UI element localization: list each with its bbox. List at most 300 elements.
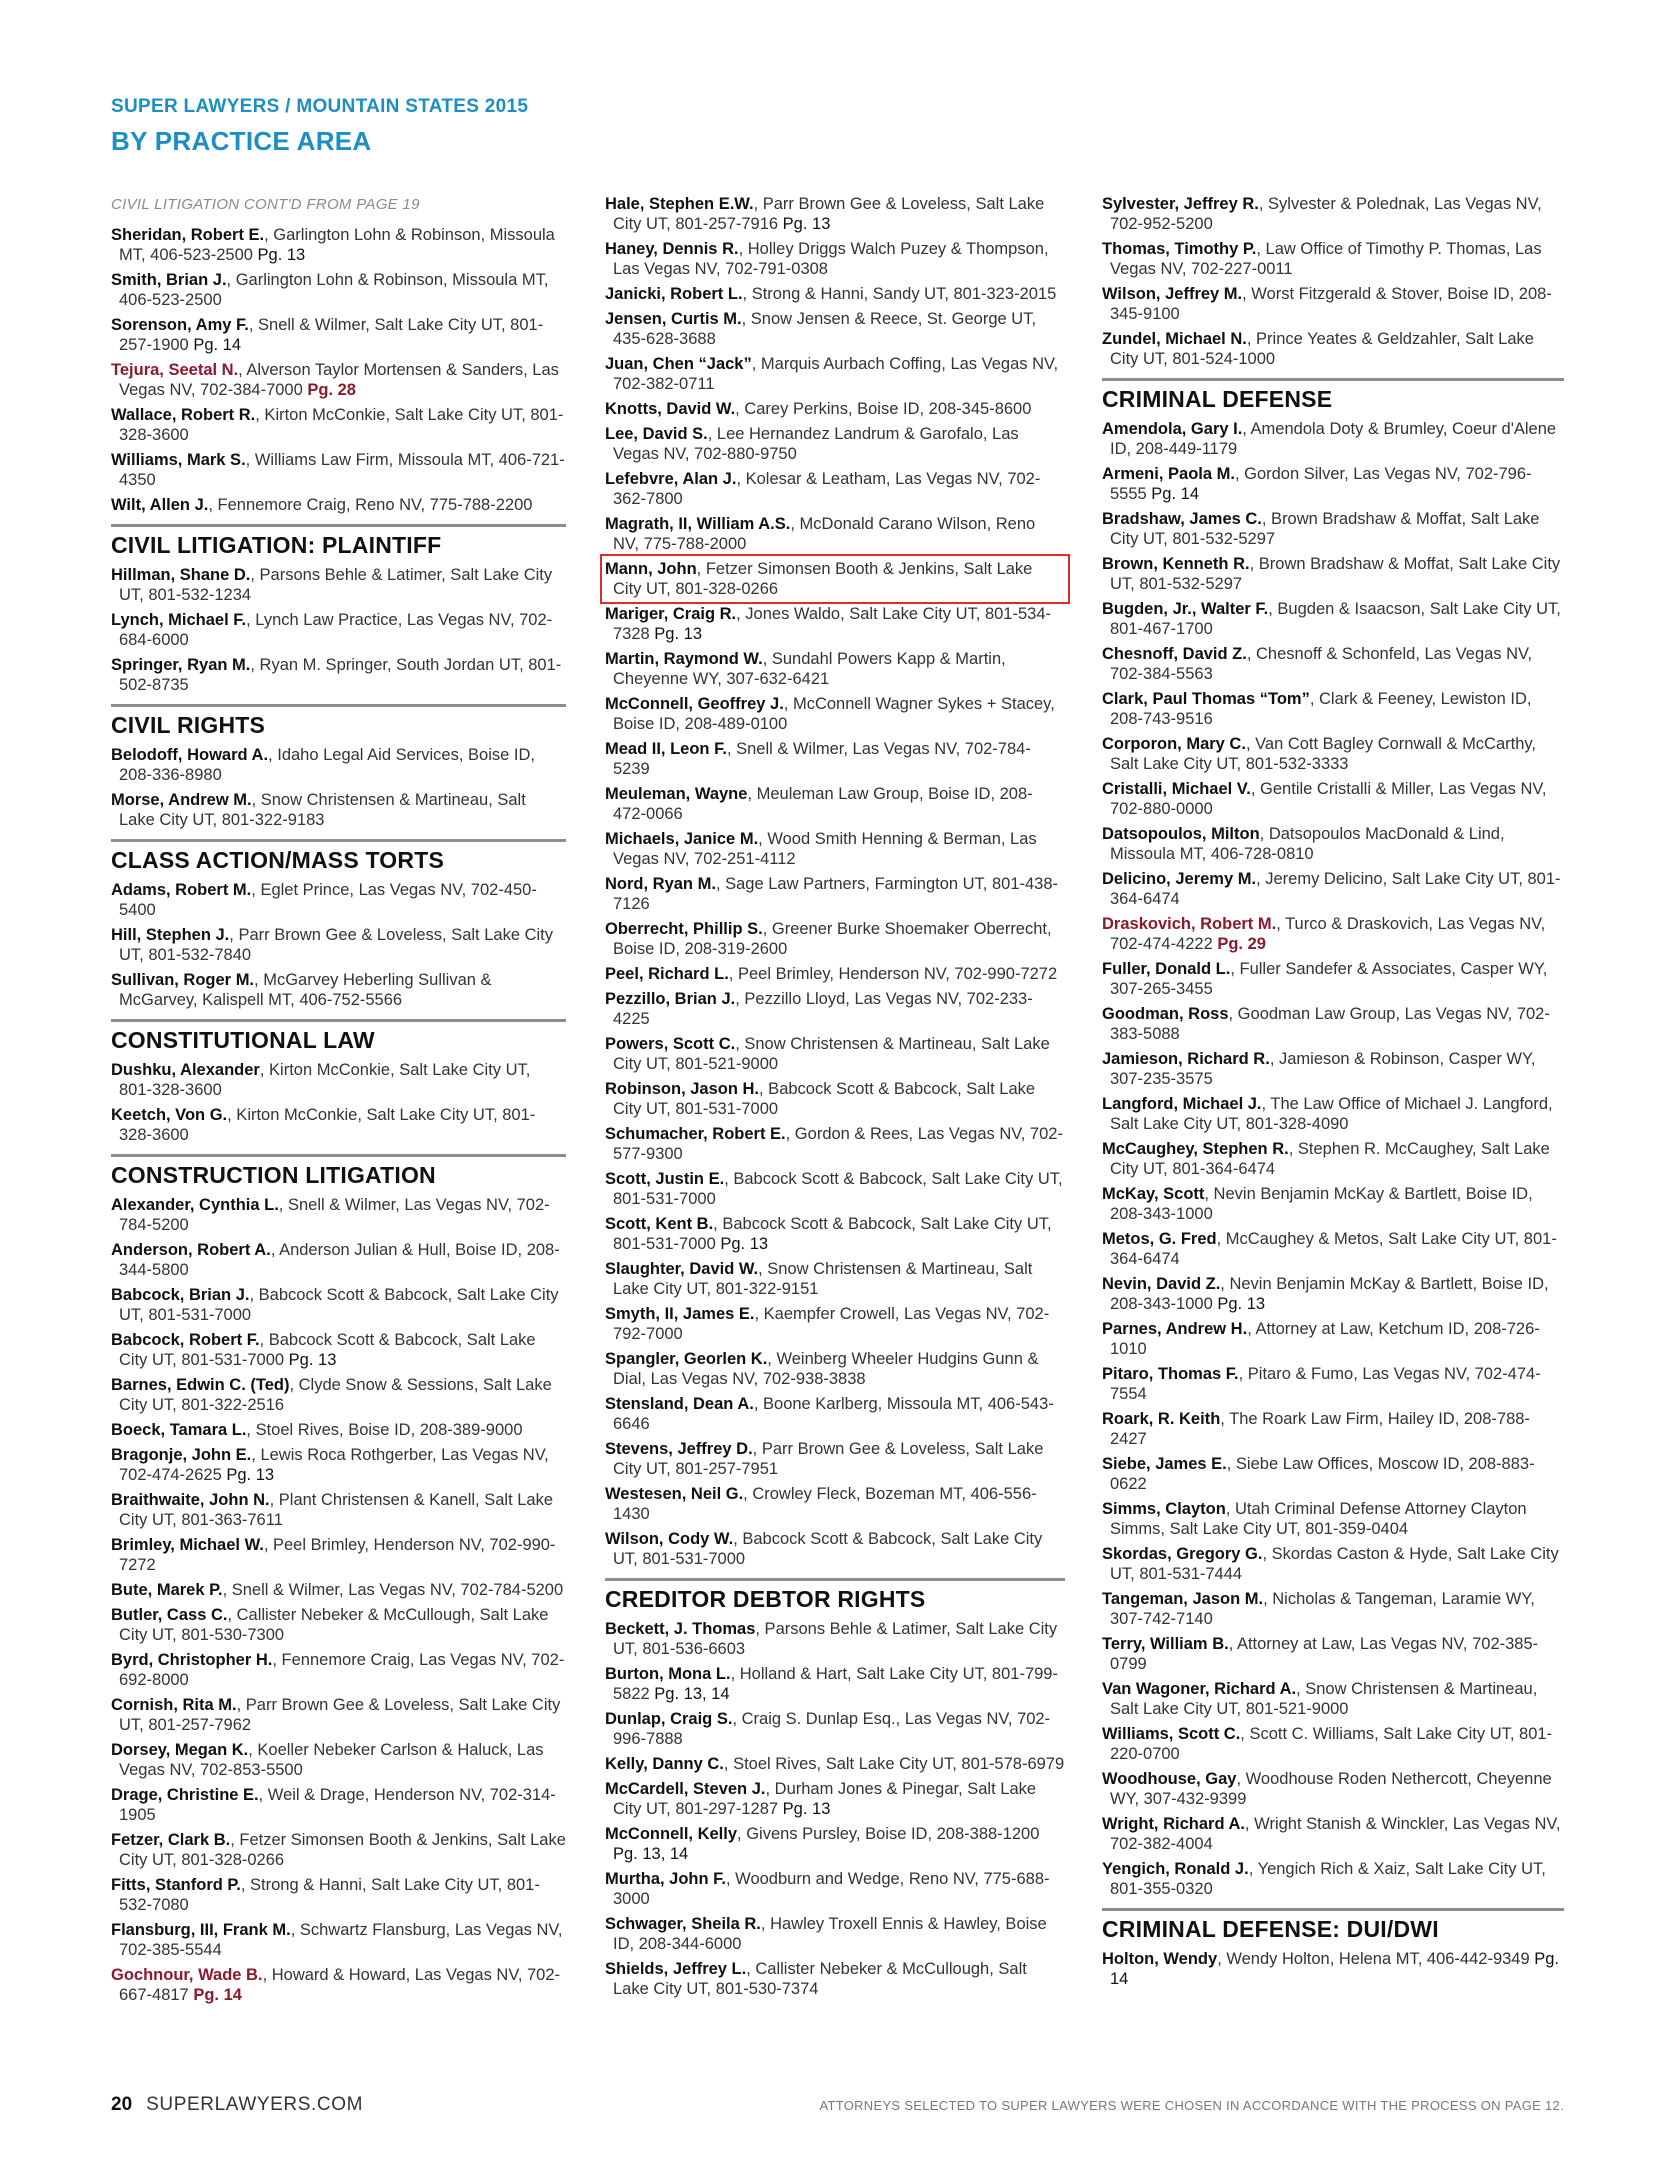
lawyer-name: Butler, Cass C. xyxy=(111,1606,228,1624)
lawyer-details: , Babcock Scott & Babcock, Salt Lake City UT, 801-531-7000 xyxy=(613,1530,1043,1568)
lawyer-details: , Snell & Wilmer, Salt Lake City UT, 801-257-1900 xyxy=(119,316,544,354)
lawyer-name: Bute, Marek P. xyxy=(111,1581,223,1599)
lawyer-details: , Stoel Rives, Salt Lake City UT, 801-578-6979 xyxy=(723,1755,1065,1773)
lawyer-entry xyxy=(605,194,1065,234)
lawyer-name: Sylvester, Jeffrey R. xyxy=(1102,195,1259,213)
lawyer-entry xyxy=(111,1330,566,1370)
lawyer-name: Spangler, Georlen K. xyxy=(605,1350,768,1368)
lawyer-name: Thomas, Timothy P. xyxy=(1102,240,1257,258)
lawyer-name: Jensen, Curtis M. xyxy=(605,310,742,328)
lawyer-details: , Snell & Wilmer, Las Vegas NV, 702-784-5239 xyxy=(613,740,1031,778)
lawyer-details: , Prince Yeates & Geldzahler, Salt Lake City UT, 801-524-1000 xyxy=(1110,330,1534,368)
lawyer-details: , Strong & Hanni, Sandy UT, 801-323-2015 xyxy=(742,285,1057,303)
lawyer-details: , Snow Christensen & Martineau, Salt Lake City UT, 801-322-9151 xyxy=(613,1260,1033,1298)
lawyer-name: Nevin, David Z. xyxy=(1102,1275,1221,1293)
lawyer-name: Powers, Scott C. xyxy=(605,1035,736,1053)
lawyer-details: , Worst Fitzgerald & Stover, Boise ID, 208-345-9100 xyxy=(1110,285,1552,323)
lawyer-name: Siebe, James E. xyxy=(1102,1455,1227,1473)
lawyer-details: , Holley Driggs Walch Puzey & Thompson, Las Vegas NV, 702-791-0308 xyxy=(613,240,1049,278)
lawyer-name: McConnell, Kelly xyxy=(605,1825,738,1843)
lawyer-entry xyxy=(111,1060,566,1100)
lawyer-entry xyxy=(1102,1769,1564,1809)
lawyer-name: Robinson, Jason H. xyxy=(605,1080,760,1098)
lawyer-entry xyxy=(111,1490,566,1530)
page-reference[interactable]: Pg. 13 xyxy=(284,1351,337,1369)
lawyer-details: , Gordon Silver, Las Vegas NV, 702-796-5555 xyxy=(1110,465,1532,503)
lawyer-name: Janicki, Robert L. xyxy=(605,285,743,303)
lawyer-name: Amendola, Gary I. xyxy=(1102,420,1243,438)
lawyer-entry xyxy=(605,1304,1065,1344)
lawyer-entry xyxy=(1102,644,1564,684)
lawyer-details: , Craig S. Dunlap Esq., Las Vegas NV, 702-996-7888 xyxy=(613,1710,1051,1748)
lawyer-entry xyxy=(605,399,1065,419)
lawyer-entry xyxy=(111,315,566,355)
lawyer-entry xyxy=(1102,959,1564,999)
lawyer-name: Stevens, Jeffrey D. xyxy=(605,1440,753,1458)
page-number: 20 xyxy=(111,2094,133,2115)
lawyer-entry xyxy=(111,1830,566,1870)
lawyer-entry xyxy=(605,284,1065,304)
lawyer-entry xyxy=(111,1695,566,1735)
lawyer-details: , Sylvester & Polednak, Las Vegas NV, 702-952-5200 xyxy=(1110,195,1542,233)
lawyer-details: , Snow Christensen & Martineau, Salt Lake City UT, 801-521-9000 xyxy=(1110,1680,1538,1718)
lawyer-details: , Kirton McConkie, Salt Lake City UT, 801-328-3600 xyxy=(119,406,564,444)
lawyer-entry xyxy=(111,450,566,490)
lawyer-entry xyxy=(605,1709,1065,1749)
lawyer-entry xyxy=(111,1965,566,2005)
lawyer-name: Fitts, Stanford P. xyxy=(111,1876,241,1894)
lawyer-entry xyxy=(111,270,566,310)
lawyer-entry xyxy=(111,1785,566,1825)
lawyer-name: Murtha, John F. xyxy=(605,1870,726,1888)
lawyer-entry xyxy=(605,1779,1065,1819)
lawyer-name: Dorsey, Megan K. xyxy=(111,1741,249,1759)
lawyer-details: , Ryan M. Springer, South Jordan UT, 801-502-8735 xyxy=(119,656,562,694)
lawyer-name: Terry, William B. xyxy=(1102,1635,1229,1653)
lawyer-name: McCardell, Steven J. xyxy=(605,1780,766,1798)
lawyer-entry xyxy=(1102,599,1564,639)
lawyer-name: Stensland, Dean A. xyxy=(605,1395,754,1413)
lawyer-entry xyxy=(1102,1319,1564,1359)
lawyer-entry xyxy=(605,514,1065,554)
lawyer-details: , Meuleman Law Group, Boise ID, 208-472-0066 xyxy=(613,785,1033,823)
lawyer-entry xyxy=(1102,734,1564,774)
lawyer-entry xyxy=(605,469,1065,509)
lawyer-details: , Nevin Benjamin McKay & Bartlett, Boise ID, 208-343-1000 xyxy=(1110,1185,1533,1223)
lawyer-name: Shields, Jeffrey L. xyxy=(605,1960,747,1978)
lawyer-details: , Garlington Lohn & Robinson, Missoula MT, 406-523-2500 xyxy=(119,271,549,309)
lawyer-entry xyxy=(111,495,566,515)
lawyer-details: , Attorney at Law, Las Vegas NV, 702-385-0799 xyxy=(1110,1635,1539,1673)
lawyer-name: Magrath, II, William A.S. xyxy=(605,515,791,533)
lawyer-name: Williams, Scott C. xyxy=(1102,1725,1241,1743)
lawyer-entry xyxy=(605,1484,1065,1524)
lawyer-details: , Weinberg Wheeler Hudgins Gunn & Dial, Las Vegas NV, 702-938-3838 xyxy=(613,1350,1039,1388)
lawyer-details: , Skordas Caston & Hyde, Salt Lake City UT, 801-531-7444 xyxy=(1110,1545,1559,1583)
lawyer-name: Alexander, Cynthia L. xyxy=(111,1196,279,1214)
lawyer-details: , Garlington Lohn & Robinson, Missoula MT, 406-523-2500 xyxy=(119,226,555,264)
lawyer-entry xyxy=(111,1375,566,1415)
page-reference[interactable]: Pg. 13, 14 xyxy=(649,1685,730,1703)
lawyer-name: Delicino, Jeremy M. xyxy=(1102,870,1257,888)
lawyer-details: , Snow Christensen & Martineau, Salt Lake City UT, 801-521-9000 xyxy=(613,1035,1050,1073)
lawyer-details: , Woodburn and Wedge, Reno NV, 775-688-3000 xyxy=(613,1870,1050,1908)
lawyer-details: , McCaughey & Metos, Salt Lake City UT, 801-364-6474 xyxy=(1110,1230,1557,1268)
lawyer-details: , Datsopoulos MacDonald & Lind, Missoula MT, 406-728-0810 xyxy=(1110,825,1505,863)
lawyer-details: , Anderson Julian & Hull, Boise ID, 208-344-5800 xyxy=(119,1241,560,1279)
lawyer-details: , Goodman Law Group, Las Vegas NV, 702-383-5088 xyxy=(1110,1005,1550,1043)
lawyer-entry xyxy=(111,1105,566,1145)
lawyer-details: , Babcock Scott & Babcock, Salt Lake City UT, 801-531-7000 xyxy=(613,1215,1052,1253)
lawyer-details: , Gentile Cristalli & Miller, Las Vegas NV, 702-880-0000 xyxy=(1110,780,1547,818)
lawyer-details: , Scott C. Williams, Salt Lake City UT, 801-220-0700 xyxy=(1110,1725,1553,1763)
lawyer-details: , Clark & Feeney, Lewiston ID, 208-743-9516 xyxy=(1110,690,1532,728)
lawyer-details: , Holland & Hart, Salt Lake City UT, 801-799-5822 xyxy=(613,1665,1058,1703)
lawyer-details: , Babcock Scott & Babcock, Salt Lake City UT, 801-531-7000 xyxy=(119,1286,559,1324)
lawyer-details: , Eglet Prince, Las Vegas NV, 702-450-5400 xyxy=(119,881,537,919)
lawyer-name: Skordas, Gregory G. xyxy=(1102,1545,1263,1563)
lawyer-details: , Williams Law Firm, Missoula MT, 406-721-4350 xyxy=(119,451,565,489)
lawyer-name: Fuller, Donald L. xyxy=(1102,960,1231,978)
lawyer-details: , Clyde Snow & Sessions, Salt Lake City UT, 801-322-2516 xyxy=(119,1376,552,1414)
lawyer-name: Boeck, Tamara L. xyxy=(111,1421,247,1439)
lawyer-name: Yengich, Ronald J. xyxy=(1102,1860,1249,1878)
lawyer-name: Zundel, Michael N. xyxy=(1102,330,1247,348)
section-heading: CIVIL LITIGATION: PLAINTIFF xyxy=(111,524,566,559)
lawyer-entry xyxy=(111,1445,566,1485)
lawyer-details: , Pezzillo Lloyd, Las Vegas NV, 702-233-4225 xyxy=(613,990,1033,1028)
lawyer-name: Clark, Paul Thomas “Tom” xyxy=(1102,690,1310,708)
lawyer-entry xyxy=(605,1259,1065,1299)
lawyer-details: , Fennemore Craig, Las Vegas NV, 702-692-8000 xyxy=(119,1651,565,1689)
lawyer-name: Metos, G. Fred xyxy=(1102,1230,1217,1248)
page-reference[interactable]: Pg. 13 xyxy=(778,215,831,233)
lawyer-details: , Koeller Nebeker Carlson & Haluck, Las Vegas NV, 702-853-5500 xyxy=(119,1741,544,1779)
lawyer-name: Sullivan, Roger M. xyxy=(111,971,255,989)
lawyer-entry xyxy=(1102,419,1564,459)
lawyer-entry xyxy=(1102,1949,1564,1989)
column-1 xyxy=(111,194,566,2010)
lawyer-name: Gochnour, Wade B. xyxy=(111,1966,263,1984)
lawyer-name: Holton, Wendy xyxy=(1102,1950,1218,1968)
lawyer-name: Hill, Stephen J. xyxy=(111,926,230,944)
footer-disclaimer: ATTORNEYS SELECTED TO SUPER LAWYERS WERE CHOSEN IN ACCORDANCE WITH THE PROCESS ON PAGE 12. xyxy=(819,2098,1564,2113)
lawyer-details: , Woodhouse Roden Nethercott, Cheyenne WY, 307-432-9399 xyxy=(1110,1770,1552,1808)
lawyer-name: Lee, David S. xyxy=(605,425,708,443)
lawyer-details: , Peel Brimley, Henderson NV, 702-990-7272 xyxy=(728,965,1058,983)
publication-kicker: SUPER LAWYERS / MOUNTAIN STATES 2015 xyxy=(111,96,529,117)
lawyer-details: , Snow Christensen & Martineau, Salt Lake City UT, 801-322-9183 xyxy=(119,791,526,829)
page-reference[interactable]: Pg. 29 xyxy=(1212,935,1266,953)
lawyer-entry xyxy=(605,1619,1065,1659)
lawyer-entry xyxy=(111,1285,566,1325)
lawyer-name: Schwager, Sheila R. xyxy=(605,1915,761,1933)
lawyer-name: Scott, Kent B. xyxy=(605,1215,714,1233)
lawyer-entry xyxy=(111,1195,566,1235)
lawyer-details: , Lewis Roca Rothgerber, Las Vegas NV, 702-474-2625 xyxy=(119,1446,549,1484)
lawyer-name: Burton, Mona L. xyxy=(605,1665,731,1683)
lawyer-details: , Callister Nebeker & McCullough, Salt Lake City UT, 801-530-7374 xyxy=(613,1960,1027,1998)
lawyer-details: , McConnell Wagner Sykes + Stacey, Boise ID, 208-489-0100 xyxy=(613,695,1055,733)
page-reference[interactable]: Pg. 13, 14 xyxy=(613,1845,689,1863)
lawyer-entry xyxy=(605,739,1065,779)
lawyer-details: , Pitaro & Fumo, Las Vegas NV, 702-474-7554 xyxy=(1110,1365,1541,1403)
site-link[interactable]: SUPERLAWYERS.COM xyxy=(146,2094,364,2115)
lawyer-entry xyxy=(1102,1274,1564,1314)
column-3 xyxy=(1102,194,1564,1994)
lawyer-name: Haney, Dennis R. xyxy=(605,240,739,258)
page-reference[interactable]: Pg. 13 xyxy=(1212,1295,1266,1313)
page-reference[interactable]: Pg. 13 xyxy=(252,246,306,264)
lawyer-name: Chesnoff, David Z. xyxy=(1102,645,1247,663)
lawyer-entry xyxy=(1102,239,1564,279)
lawyer-name: Smyth, II, James E. xyxy=(605,1305,755,1323)
lawyer-details: , Idaho Legal Aid Services, Boise ID, 208-336-8980 xyxy=(119,746,535,784)
lawyer-entry xyxy=(1102,1409,1564,1449)
lawyer-name: Knotts, David W. xyxy=(605,400,736,418)
lawyer-entry xyxy=(1102,1589,1564,1629)
lawyer-entry xyxy=(1102,1499,1564,1539)
lawyer-name: Morse, Andrew M. xyxy=(111,791,252,809)
lawyer-entry xyxy=(111,225,566,265)
lawyer-entry xyxy=(605,354,1065,394)
lawyer-details: , Parr Brown Gee & Loveless, Salt Lake City UT, 801-257-7962 xyxy=(119,1696,561,1734)
lawyer-name: Belodoff, Howard A. xyxy=(111,746,269,764)
lawyer-entry xyxy=(1102,779,1564,819)
lawyer-name: Schumacher, Robert E. xyxy=(605,1125,786,1143)
lawyer-details: , Lynch Law Practice, Las Vegas NV, 702-684-6000 xyxy=(119,611,553,649)
continuation-note: CIVIL LITIGATION CONT'D FROM PAGE 19 xyxy=(111,196,420,213)
lawyer-details: , Alverson Taylor Mortensen & Sanders, Las Vegas NV, 702-384-7000 xyxy=(119,361,559,399)
lawyer-name: Lynch, Michael F. xyxy=(111,611,247,629)
lawyer-name: Tangeman, Jason M. xyxy=(1102,1590,1264,1608)
lawyer-entry xyxy=(111,1650,566,1690)
lawyer-name: Wright, Richard A. xyxy=(1102,1815,1246,1833)
section-heading: CLASS ACTION/MASS TORTS xyxy=(111,839,566,874)
lawyer-details: , Plant Christensen & Kanell, Salt Lake City UT, 801-363-7611 xyxy=(119,1491,554,1529)
lawyer-details: , Marquis Aurbach Coffing, Las Vegas NV, 702-382-0711 xyxy=(613,355,1059,393)
lawyer-details: , Wendy Holton, Helena MT, 406-442-9349 xyxy=(1217,1950,1530,1968)
lawyer-entry xyxy=(1102,914,1564,954)
lawyer-name: Oberrecht, Phillip S. xyxy=(605,920,763,938)
lawyer-details: , The Law Office of Michael J. Langford, Salt Lake City UT, 801-328-4090 xyxy=(1110,1095,1553,1133)
lawyer-name: Mariger, Craig R. xyxy=(605,605,737,623)
lawyer-details: , Howard & Howard, Las Vegas NV, 702-667-4817 xyxy=(119,1966,561,2004)
lawyer-entry xyxy=(605,649,1065,689)
lawyer-name: Bugden, Jr., Walter F. xyxy=(1102,600,1269,618)
lawyer-name: McConnell, Geoffrey J. xyxy=(605,695,784,713)
lawyer-name: Bradshaw, James C. xyxy=(1102,510,1262,528)
lawyer-details: , Snow Jensen & Reece, St. George UT, 435-628-3688 xyxy=(613,310,1037,348)
lawyer-entry xyxy=(111,565,566,605)
section-heading: CIVIL RIGHTS xyxy=(111,704,566,739)
lawyer-entry xyxy=(1102,1544,1564,1584)
lawyer-entry xyxy=(605,829,1065,869)
lawyer-entry xyxy=(1102,869,1564,909)
lawyer-entry xyxy=(111,790,566,830)
lawyer-entry xyxy=(1102,1454,1564,1494)
lawyer-details: , Fennemore Craig, Reno NV, 775-788-2200 xyxy=(208,496,533,514)
lawyer-entry xyxy=(605,424,1065,464)
page-reference[interactable]: Pg. 14 xyxy=(188,1986,242,2004)
lawyer-entry xyxy=(111,1875,566,1915)
lawyer-name: Kelly, Danny C. xyxy=(605,1755,724,1773)
lawyer-name: Mead II, Leon F. xyxy=(605,740,727,758)
lawyer-entry xyxy=(605,1869,1065,1909)
section-heading: CONSTRUCTION LITIGATION xyxy=(111,1154,566,1189)
lawyer-name: Babcock, Robert F. xyxy=(111,1331,260,1349)
page-reference[interactable]: Pg. 13 xyxy=(221,1466,275,1484)
lawyer-name: Brimley, Michael W. xyxy=(111,1536,264,1554)
lawyer-details: , Parsons Behle & Latimer, Salt Lake City UT, 801-536-6603 xyxy=(613,1620,1058,1658)
lawyer-entry xyxy=(111,1580,566,1600)
lawyer-name: Lefebvre, Alan J. xyxy=(605,470,737,488)
lawyer-details: , Babcock Scott & Babcock, Salt Lake City UT, 801-531-7000 xyxy=(119,1331,536,1369)
lawyer-entry xyxy=(1102,1814,1564,1854)
lawyer-name: Pezzillo, Brian J. xyxy=(605,990,736,1008)
lawyer-details: , Crowley Fleck, Bozeman MT, 406-556-1430 xyxy=(613,1485,1037,1523)
lawyer-name: Goodman, Ross xyxy=(1102,1005,1229,1023)
lawyer-name: Sheridan, Robert E. xyxy=(111,226,265,244)
lawyer-name: Barnes, Edwin C. (Ted) xyxy=(111,1376,290,1394)
lawyer-name: Cristalli, Michael V. xyxy=(1102,780,1251,798)
page-reference[interactable]: Pg. 14 xyxy=(1110,1950,1560,1988)
lawyer-entry xyxy=(605,1664,1065,1704)
section-heading: CRIMINAL DEFENSE: DUI/DWI xyxy=(1102,1908,1564,1943)
page-reference[interactable]: Pg. 28 xyxy=(302,381,356,399)
lawyer-entry xyxy=(1102,1679,1564,1719)
lawyer-details: , Parr Brown Gee & Loveless, Salt Lake City UT, 801-257-7916 xyxy=(613,195,1045,233)
lawyer-name: Wilson, Cody W. xyxy=(605,1530,734,1548)
lawyer-entry xyxy=(605,1754,1065,1774)
lawyer-entry xyxy=(111,970,566,1010)
page-reference[interactable]: Pg. 14 xyxy=(1146,485,1200,503)
lawyer-details: , Nevin Benjamin McKay & Bartlett, Boise ID, 208-343-1000 xyxy=(1110,1275,1549,1313)
lawyer-name: Williams, Mark S. xyxy=(111,451,246,469)
lawyer-details: , Fetzer Simonsen Booth & Jenkins, Salt Lake City UT, 801-328-0266 xyxy=(119,1831,566,1869)
lawyer-name: Springer, Ryan M. xyxy=(111,656,251,674)
lawyer-details: , McGarvey Heberling Sullivan & McGarvey, Kalispell MT, 406-752-5566 xyxy=(119,971,492,1009)
page-reference[interactable]: Pg. 13 xyxy=(778,1800,831,1818)
lawyer-name: Smith, Brian J. xyxy=(111,271,227,289)
lawyer-details: , Wright Stanish & Winckler, Las Vegas NV, 702-382-4004 xyxy=(1110,1815,1561,1853)
lawyer-entry xyxy=(605,604,1065,644)
lawyer-name: Braithwaite, John N. xyxy=(111,1491,270,1509)
lawyer-name: Roark, R. Keith xyxy=(1102,1410,1221,1428)
lawyer-entry xyxy=(605,1914,1065,1954)
section-heading: CONSTITUTIONAL LAW xyxy=(111,1019,566,1054)
lawyer-entry xyxy=(605,1349,1065,1389)
lawyer-entry xyxy=(1102,554,1564,594)
lawyer-name: Peel, Richard L. xyxy=(605,965,729,983)
lawyer-entry xyxy=(605,1394,1065,1434)
lawyer-entry xyxy=(1102,1724,1564,1764)
page-title: BY PRACTICE AREA xyxy=(111,126,372,156)
lawyer-entry xyxy=(1102,329,1564,369)
lawyer-name: Dushku, Alexander xyxy=(111,1061,260,1079)
footer-left xyxy=(111,2094,363,2116)
lawyer-details: , Snell & Wilmer, Las Vegas NV, 702-784-5200 xyxy=(222,1581,564,1599)
lawyer-details: , Sundahl Powers Kapp & Martin, Cheyenne WY, 307-632-6421 xyxy=(613,650,1006,688)
lawyer-details: , Babcock Scott & Babcock, Salt Lake City UT, 801-531-7000 xyxy=(613,1080,1036,1118)
lawyer-name: Drage, Christine E. xyxy=(111,1786,259,1804)
lawyer-details: , Durham Jones & Pinegar, Salt Lake City UT, 801-297-1287 xyxy=(613,1780,1037,1818)
page-reference[interactable]: Pg. 14 xyxy=(188,336,242,354)
lawyer-entry xyxy=(1102,1004,1564,1044)
lawyer-name: Adams, Robert M. xyxy=(111,881,252,899)
lawyer-details: , Nicholas & Tangeman, Laramie WY, 307-742-7140 xyxy=(1110,1590,1535,1628)
lawyer-entry xyxy=(1102,509,1564,549)
lawyer-details: , Babcock Scott & Babcock, Salt Lake City UT, 801-531-7000 xyxy=(613,1170,1063,1208)
lawyer-name: Byrd, Christopher H. xyxy=(111,1651,273,1669)
lawyer-name: Sorenson, Amy F. xyxy=(111,316,249,334)
lawyer-details: , Parr Brown Gee & Loveless, Salt Lake City UT, 801-257-7951 xyxy=(613,1440,1044,1478)
lawyer-entry xyxy=(1102,1094,1564,1134)
page-reference[interactable]: Pg. 13 xyxy=(649,625,703,643)
lawyer-entry xyxy=(1102,464,1564,504)
lawyer-entry xyxy=(111,1240,566,1280)
lawyer-details: , Jeremy Delicino, Salt Lake City UT, 801-364-6474 xyxy=(1110,870,1561,908)
lawyer-details: , Fetzer Simonsen Booth & Jenkins, Salt Lake City UT, 801-328-0266 xyxy=(613,560,1033,598)
lawyer-name: Pitaro, Thomas F. xyxy=(1102,1365,1239,1383)
lawyer-details: , Parr Brown Gee & Loveless, Salt Lake City UT, 801-532-7840 xyxy=(119,926,554,964)
lawyer-details: , Jones Waldo, Salt Lake City UT, 801-534-7328 xyxy=(613,605,1051,643)
column-2 xyxy=(605,194,1065,2004)
lawyer-details: , Boone Karlberg, Missoula MT, 406-543-6646 xyxy=(613,1395,1054,1433)
lawyer-details: , Siebe Law Offices, Moscow ID, 208-883-0622 xyxy=(1110,1455,1535,1493)
lawyer-details: , Hawley Troxell Ennis & Hawley, Boise ID, 208-344-6000 xyxy=(613,1915,1047,1953)
lawyer-name: Jamieson, Richard R. xyxy=(1102,1050,1270,1068)
lawyer-entry xyxy=(605,1959,1065,1999)
lawyer-name: Mann, John xyxy=(605,560,697,578)
lawyer-details: , Kirton McConkie, Salt Lake City UT, 801-328-3600 xyxy=(119,1061,531,1099)
lawyer-details: , Sage Law Partners, Farmington UT, 801-438-7126 xyxy=(613,875,1059,913)
section-heading: CRIMINAL DEFENSE xyxy=(1102,378,1564,413)
lawyer-name: Corporon, Mary C. xyxy=(1102,735,1246,753)
lawyer-details: , Kaempfer Crowell, Las Vegas NV, 702-792-7000 xyxy=(613,1305,1050,1343)
lawyer-entry xyxy=(111,1920,566,1960)
lawyer-details: , Lee Hernandez Landrum & Garofalo, Las Vegas NV, 702-880-9750 xyxy=(613,425,1019,463)
lawyer-name: Martin, Raymond W. xyxy=(605,650,763,668)
lawyer-details: , Stoel Rives, Boise ID, 208-389-9000 xyxy=(246,1421,523,1439)
lawyer-name: Scott, Justin E. xyxy=(605,1170,725,1188)
lawyer-details: , Callister Nebeker & McCullough, Salt Lake City UT, 801-530-7300 xyxy=(119,1606,549,1644)
lawyer-details: , The Roark Law Firm, Hailey ID, 208-788-2427 xyxy=(1110,1410,1530,1448)
lawyer-name: McKay, Scott xyxy=(1102,1185,1205,1203)
lawyer-name: Slaughter, David W. xyxy=(605,1260,759,1278)
page-reference[interactable]: Pg. 13 xyxy=(715,1235,769,1253)
lawyer-name: Juan, Chen “Jack” xyxy=(605,355,752,373)
lawyer-name: Armeni, Paola M. xyxy=(1102,465,1235,483)
lawyer-details: , Brown Bradshaw & Moffat, Salt Lake City UT, 801-532-5297 xyxy=(1110,510,1540,548)
lawyer-name: Beckett, J. Thomas xyxy=(605,1620,756,1638)
lawyer-details: , Attorney at Law, Ketchum ID, 208-726-1010 xyxy=(1110,1320,1540,1358)
lawyer-name: Hale, Stephen E.W. xyxy=(605,195,754,213)
lawyer-details: , Schwartz Flansburg, Las Vegas NV, 702-385-5544 xyxy=(119,1921,563,1959)
lawyer-name: Meuleman, Wayne xyxy=(605,785,748,803)
lawyer-details: , Turco & Draskovich, Las Vegas NV, 702-474-4222 xyxy=(1110,915,1546,953)
lawyer-name: Anderson, Robert A. xyxy=(111,1241,271,1259)
lawyer-name: Woodhouse, Gay xyxy=(1102,1770,1237,1788)
lawyer-entry xyxy=(1102,824,1564,864)
lawyer-name: Simms, Clayton xyxy=(1102,1500,1226,1518)
lawyer-entry xyxy=(605,1034,1065,1074)
lawyer-entry xyxy=(1102,1139,1564,1179)
lawyer-entry xyxy=(1102,1049,1564,1089)
lawyer-details: , Weil & Drage, Henderson NV, 702-314-1905 xyxy=(119,1786,556,1824)
lawyer-details: , Brown Bradshaw & Moffat, Salt Lake City UT, 801-532-5297 xyxy=(1110,555,1561,593)
lawyer-details: , Law Office of Timothy P. Thomas, Las Vegas NV, 702-227-0011 xyxy=(1110,240,1542,278)
